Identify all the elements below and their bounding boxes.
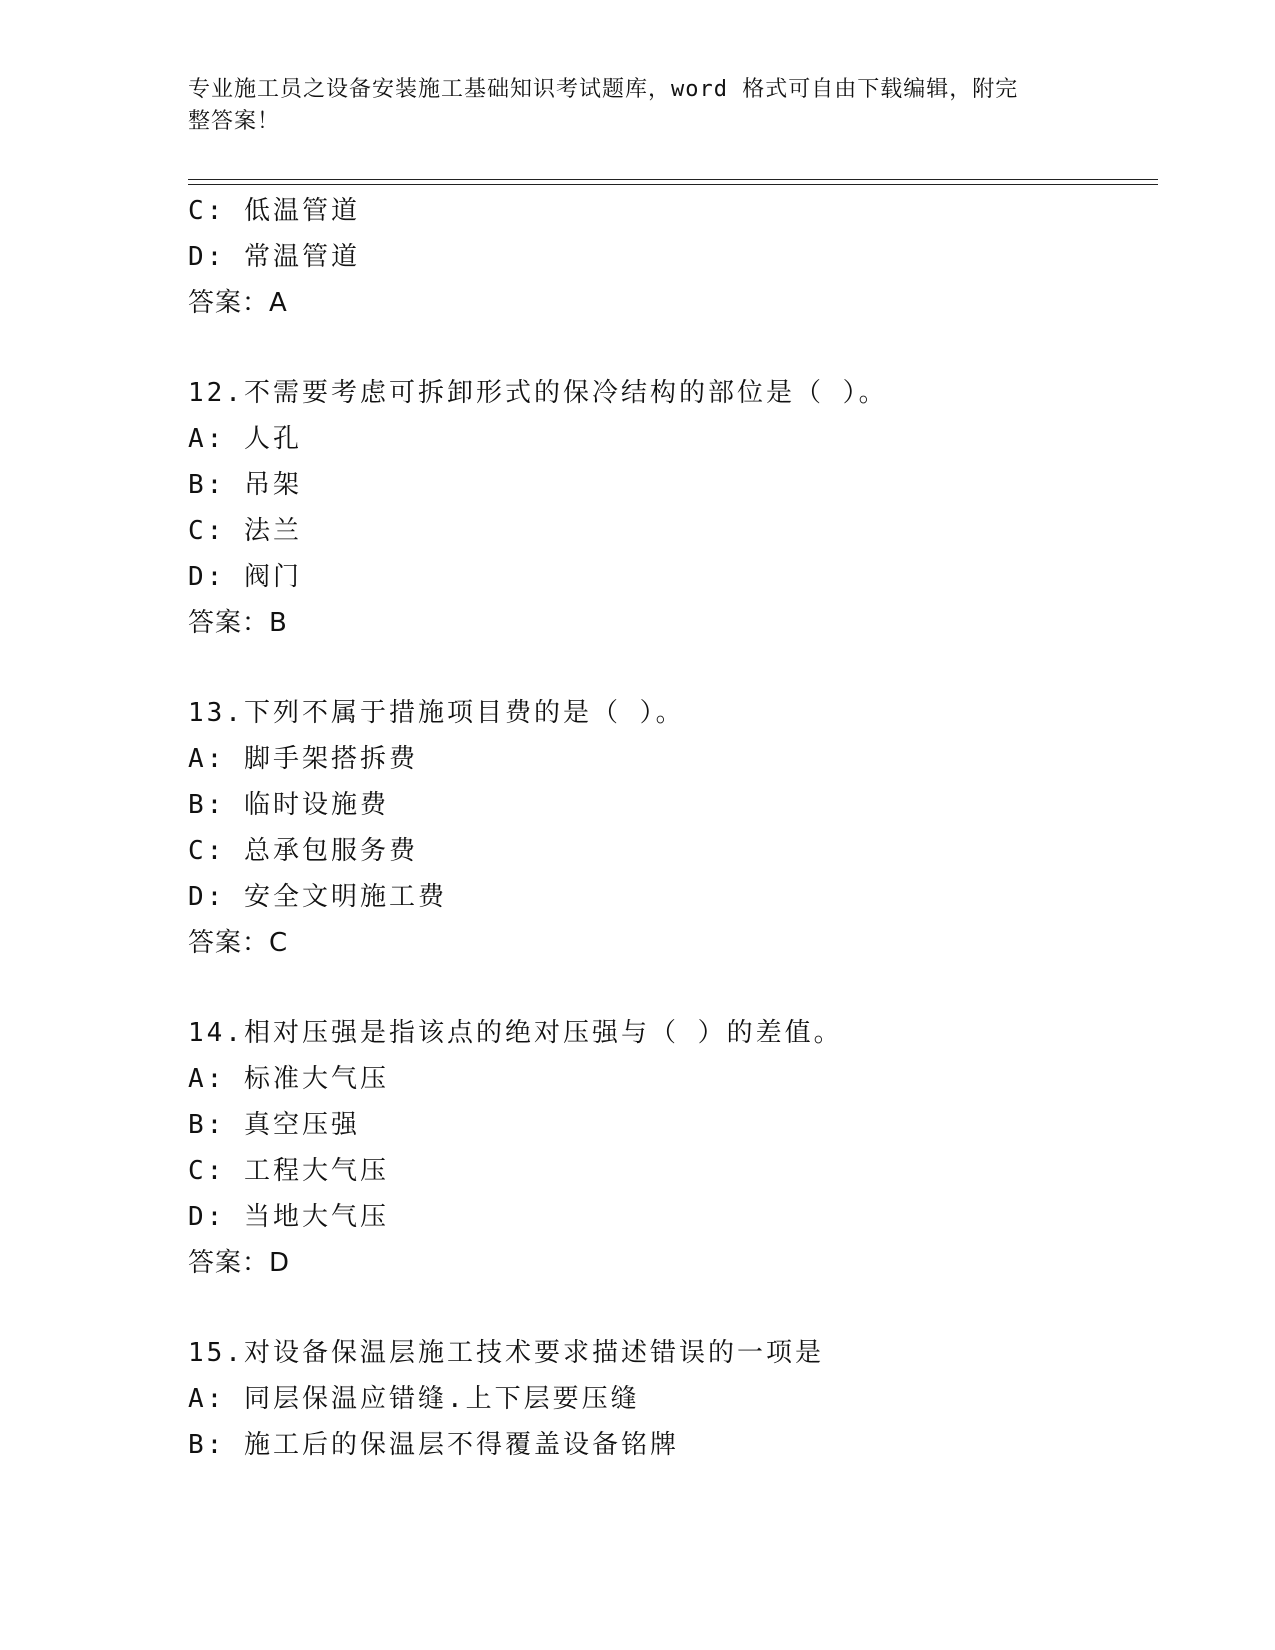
option-a <box>188 736 1158 782</box>
option-d <box>188 874 1158 920</box>
option-text: 阀门 <box>243 562 302 592</box>
spacer <box>188 646 1158 690</box>
option-letter: A: <box>188 744 226 774</box>
document-header <box>188 74 1088 138</box>
question-stem: 14.相对压强是指该点的绝对压强与（ ）的差值。 <box>188 1018 843 1048</box>
option-text: 总承包服务费 <box>243 836 418 866</box>
option-c <box>188 1148 1158 1194</box>
question-14 <box>188 1010 1158 1286</box>
option-text: 当地大气压 <box>243 1202 389 1232</box>
spacer <box>188 966 1158 1010</box>
option-letter: B: <box>188 1110 226 1140</box>
header-line-1: 专业施工员之设备安装施工基础知识考试题库，word 格式可自由下载编辑，附完 <box>188 77 1019 102</box>
option-text: 安全文明施工费 <box>243 882 447 912</box>
option-b <box>188 1422 1158 1468</box>
question-12 <box>188 370 1158 646</box>
header-divider-bottom <box>188 184 1158 185</box>
option-d <box>188 1194 1158 1240</box>
option-letter: D: <box>188 882 226 912</box>
option-text: 同层保温应错缝.上下层要压缝 <box>243 1384 640 1414</box>
option-letter: A: <box>188 1384 226 1414</box>
option-text: 人孔 <box>243 424 302 454</box>
answer-line: 答案：A <box>188 288 288 318</box>
option-text: 临时设施费 <box>243 790 389 820</box>
option-letter: C: <box>188 516 226 546</box>
option-a <box>188 416 1158 462</box>
option-letter: C: <box>188 1156 226 1186</box>
option-letter: C: <box>188 836 226 866</box>
option-c <box>188 508 1158 554</box>
spacer <box>188 1286 1158 1330</box>
option-text: 脚手架搭拆费 <box>243 744 418 774</box>
option-a <box>188 1376 1158 1422</box>
option-letter: A: <box>188 424 226 454</box>
option-letter: D: <box>188 242 226 272</box>
header-line-2: 整答案！ <box>188 109 281 134</box>
question-11-continuation <box>188 188 1158 326</box>
option-a <box>188 1056 1158 1102</box>
answer-line: 答案：B <box>188 608 288 638</box>
option-text: 工程大气压 <box>243 1156 389 1186</box>
option-text: 标准大气压 <box>243 1064 389 1094</box>
option-b <box>188 462 1158 508</box>
question-stem: 13.下列不属于措施项目费的是（ ）。 <box>188 698 685 728</box>
option-letter: B: <box>188 470 226 500</box>
header-divider-top <box>188 179 1158 180</box>
option-letter: C: <box>188 196 226 226</box>
option-b <box>188 1102 1158 1148</box>
spacer <box>188 326 1158 370</box>
option-letter: B: <box>188 790 226 820</box>
question-15 <box>188 1330 1158 1468</box>
question-13 <box>188 690 1158 966</box>
answer-line: 答案：D <box>188 1248 291 1278</box>
option-b <box>188 782 1158 828</box>
option-letter: D: <box>188 1202 226 1232</box>
option-c <box>188 828 1158 874</box>
option-d <box>188 554 1158 600</box>
option-letter: B: <box>188 1430 226 1460</box>
option-text: 常温管道 <box>243 242 360 272</box>
option-letter: A: <box>188 1064 226 1094</box>
option-text: 真空压强 <box>243 1110 360 1140</box>
option-letter: D: <box>188 562 226 592</box>
option-text: 法兰 <box>243 516 302 546</box>
option-c <box>188 188 1158 234</box>
question-stem: 12.不需要考虑可拆卸形式的保冷结构的部位是（ ）。 <box>188 378 888 408</box>
option-text: 低温管道 <box>243 196 360 226</box>
answer-line: 答案：C <box>188 928 289 958</box>
option-text: 吊架 <box>243 470 302 500</box>
question-list <box>188 188 1158 1468</box>
option-d <box>188 234 1158 280</box>
option-text: 施工后的保温层不得覆盖设备铭牌 <box>243 1430 679 1460</box>
question-stem: 15.对设备保温层施工技术要求描述错误的一项是 <box>188 1338 824 1368</box>
